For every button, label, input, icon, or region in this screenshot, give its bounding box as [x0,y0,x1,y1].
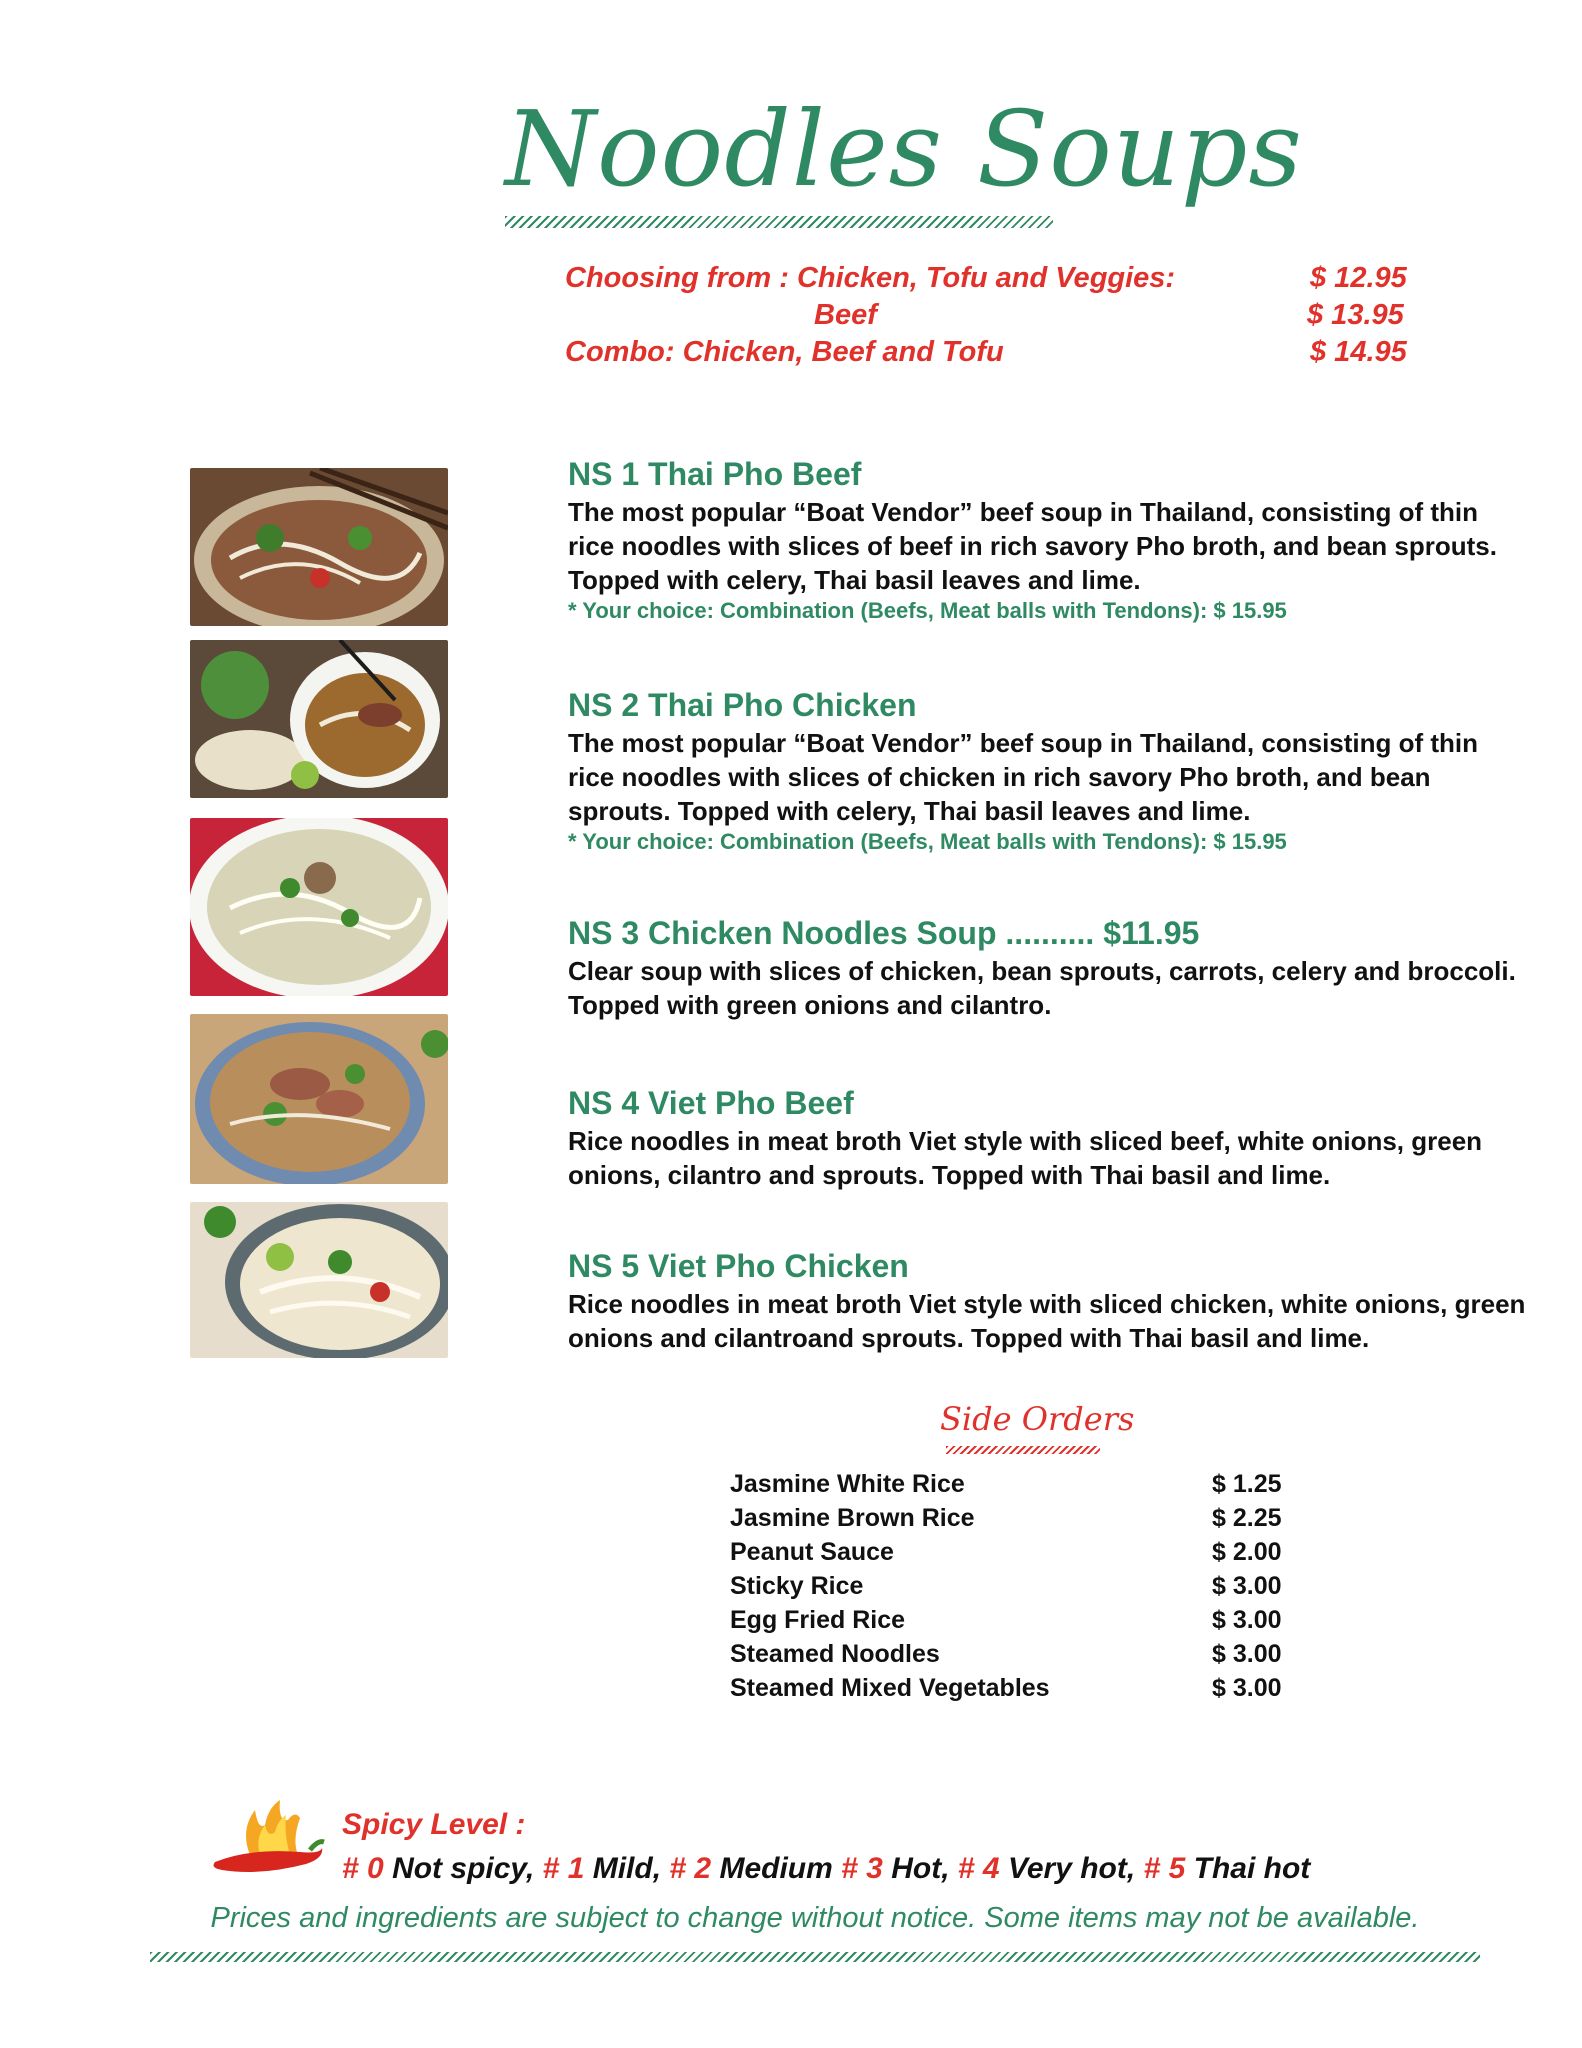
spicy-level-num: # 4 [957,1852,1000,1885]
spicy-level-num: # 2 [669,1852,712,1885]
side-order-row [730,1606,1282,1640]
photo-viet-pho-chicken [190,1202,448,1358]
item-title: NS 4 Viet Pho Beef [568,1085,854,1121]
item-description: Clear soup with slices of chicken, bean sprouts, carrots, celery and broccoli. Topped with green onions and cilantro. [568,956,1516,1020]
pricing-label-1: Choosing from : Chicken, Tofu and Veggies: [565,262,1176,294]
side-order-price: $ 3.00 [1212,1640,1282,1668]
side-order-name: Steamed Mixed Vegetables [730,1674,1050,1702]
menu-item-ns3 [568,915,1528,1022]
spicy-level-label: Very hot, [1007,1852,1136,1885]
footer-underline [150,1952,1480,1962]
side-order-name: Peanut Sauce [730,1538,894,1566]
side-order-price: $ 3.00 [1212,1572,1282,1600]
side-order-price: $ 2.00 [1212,1538,1282,1566]
spicy-level-label: Thai hot [1193,1852,1311,1885]
pricing-label-3: Combo: Chicken, Beef and Tofu [565,336,1004,368]
spicy-level-num: # 1 [542,1852,585,1885]
item-description: Rice noodles in meat broth Viet style with sliced beef, white onions, green onions, cilantro and sprouts. Topped with Thai basil and lime. [568,1126,1483,1190]
side-order-name: Jasmine White Rice [730,1470,965,1498]
item-title: NS 3 Chicken Noodles Soup .......... $11.95 [568,915,1200,951]
photo-viet-pho-beef [190,1014,448,1184]
side-order-row [730,1504,1282,1538]
menu-item-ns2 [568,687,1528,855]
pricing-price-2: $ 13.95 [1307,299,1404,331]
spicy-level-label: Not spicy, [392,1852,535,1885]
side-order-price: $ 2.25 [1212,1504,1282,1532]
menu-item-ns5 [568,1248,1528,1355]
item-description: Rice noodles in meat broth Viet style with sliced chicken, white onions, green onions and cilantroand sprouts. Topped with Thai basil and lime. [568,1289,1526,1353]
spicy-level-label: Medium [719,1852,833,1885]
item-title: NS 2 Thai Pho Chicken [568,687,917,723]
side-order-row [730,1538,1282,1572]
spicy-level-label: Mild, [592,1852,662,1885]
photo-thai-pho-chicken [190,640,448,798]
page-title: Noodles Soups [505,88,1303,210]
side-orders-list [730,1470,1282,1708]
side-order-name: Steamed Noodles [730,1640,940,1668]
side-order-price: $ 3.00 [1212,1606,1282,1634]
item-description: The most popular “Boat Vendor” beef soup in Thailand, consisting of thin rice noodles with slices of chicken in rich savory Pho broth, and bean sprouts. Topped with celery, Thai basil leaves and lime. [568,728,1479,826]
spicy-level-num: # 0 [342,1852,384,1885]
side-order-row [730,1674,1282,1708]
side-order-row [730,1470,1282,1504]
spicy-level-num: # 3 [841,1852,883,1885]
side-order-row [730,1572,1282,1606]
side-order-row [730,1640,1282,1674]
side-order-name: Egg Fried Rice [730,1606,906,1634]
side-orders-underline [946,1446,1100,1454]
pricing-price-3: $ 14.95 [1310,336,1407,368]
menu-item-ns4 [568,1085,1528,1192]
side-order-price: $ 3.00 [1212,1674,1282,1702]
item-title: NS 5 Viet Pho Chicken [568,1248,909,1284]
pricing-price-1: $ 12.95 [1310,262,1407,294]
side-order-name: Sticky Rice [730,1572,864,1600]
item-title: NS 1 Thai Pho Beef [568,456,862,492]
spicy-level-legend [342,1852,1310,1886]
title-underline [505,216,1053,228]
spicy-level-label: Hot, [891,1852,950,1885]
spicy-level-title: Spicy Level : [342,1808,526,1841]
spicy-level-num: # 5 [1143,1852,1186,1885]
side-order-price: $ 1.25 [1212,1470,1282,1498]
footer-notice: Prices and ingredients are subject to change without notice. Some items may not be available. [210,1902,1420,1934]
side-order-name: Jasmine Brown Rice [730,1504,975,1532]
photo-chicken-noodles-soup [190,818,448,996]
item-note: * Your choice: Combination (Beefs, Meat balls with Tendons): $ 15.95 [568,829,1287,854]
item-description: The most popular “Boat Vendor” beef soup in Thailand, consisting of thin rice noodles with slices of beef in rich savory Pho broth, and bean sprouts. Topped with celery, Thai basil leaves and lime. [568,497,1497,595]
menu-item-ns1 [568,456,1528,624]
photo-thai-pho-beef [190,468,448,626]
chili-flame-icon [210,1800,326,1880]
pricing-label-2: Beef [814,299,877,331]
side-orders-title: Side Orders [940,1400,1135,1438]
item-note: * Your choice: Combination (Beefs, Meat balls with Tendons): $ 15.95 [568,598,1287,623]
